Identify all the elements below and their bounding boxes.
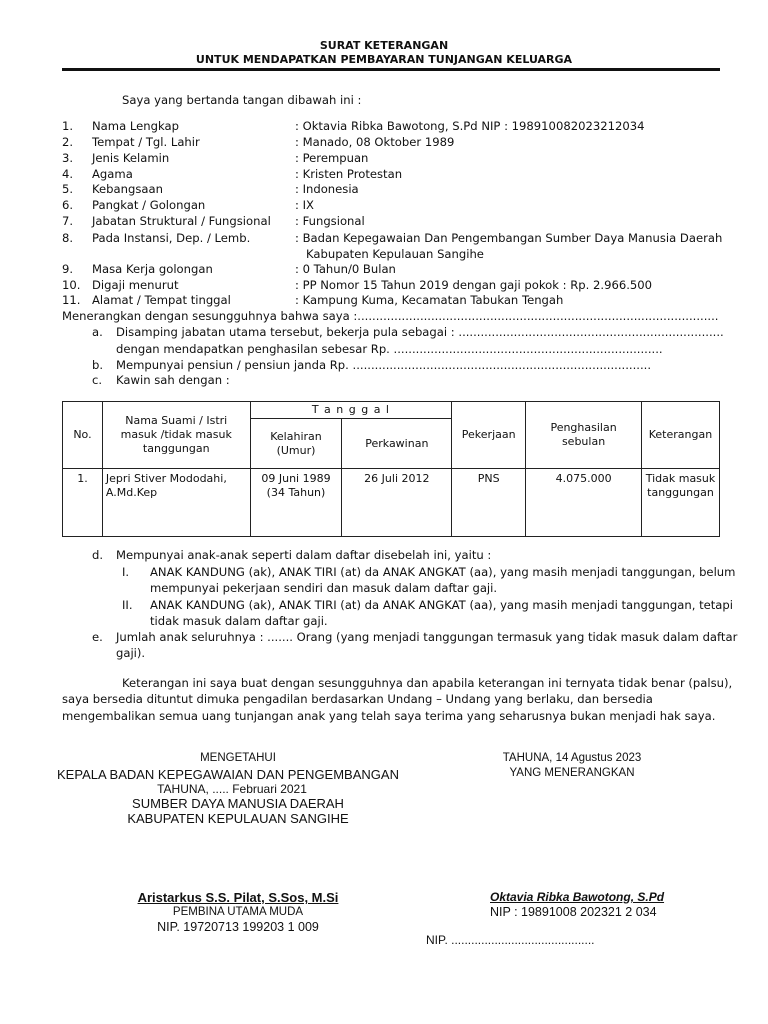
- cell-perkawinan: 26 Juli 2012: [342, 469, 452, 537]
- field-label: Alamat / Tempat tinggal: [92, 293, 231, 307]
- field-label: Nama Lengkap: [92, 119, 179, 133]
- field-no: 6.: [62, 198, 74, 212]
- field-label: Tempat / Tgl. Lahir: [92, 135, 200, 149]
- right-place-date: TAHUNA, 14 Agustus 2023: [502, 752, 642, 764]
- field-no: 8.: [62, 231, 74, 245]
- field-label: Agama: [92, 167, 133, 181]
- table-row: [63, 469, 720, 537]
- field-no: 1.: [62, 119, 74, 133]
- field-value: : Badan Kepegawaian Dan Pengembangan Sumber Daya Manusia Daerah: [295, 231, 723, 245]
- left-signer-rank: PEMBINA UTAMA MUDA: [172, 906, 304, 918]
- field-value: : Perempuan: [295, 151, 369, 165]
- field-value: : Kampung Kuma, Kecamatan Tabukan Tengah: [295, 293, 564, 307]
- field-label: Masa Kerja golongan: [92, 262, 213, 276]
- field-no: 9.: [62, 262, 74, 276]
- cell-nama: Jepri Stiver Mododahi, A.Md.Kep: [102, 469, 250, 537]
- closing-line: Keterangan ini saya buat dengan sesungguhnya dan apabila keterangan ini ternyata tidak benar (palsu),: [122, 676, 733, 690]
- cell-pekerjaan: PNS: [452, 469, 526, 537]
- left-signer-nip: NIP. 19720713 199203 1 009: [157, 920, 319, 934]
- closing-line: saya bersedia dituntut dimuka pengadilan berdasarkan Undang – Undang yang berlaku, dan bersedia: [62, 692, 653, 706]
- spouse-table: [62, 401, 720, 537]
- right-signer-role: YANG MENERANGKAN: [509, 767, 635, 779]
- item-text-d: Mempunyai anak-anak seperti dalam daftar disebelah ini, yaitu :: [116, 548, 492, 562]
- declaration-lead: Menerangkan dengan sesungguhnya bahwa saya :..................................................................................................: [62, 309, 719, 323]
- field-no: 10.: [62, 278, 81, 292]
- item-label-e: e.: [92, 630, 103, 644]
- document-subtitle: UNTUK MENDAPATKAN PEMBAYARAN TUNJANGAN KELUARGA: [195, 53, 573, 66]
- field-value: : Indonesia: [295, 182, 359, 196]
- field-value: : Oktavia Ribka Bawotong, S.Pd NIP : 198910082023212034: [295, 119, 645, 133]
- item-label-i: I.: [122, 565, 130, 579]
- mengetahui-label: MENGETAHUI: [200, 752, 276, 764]
- header-nama: Nama Suami / Istri masuk /tidak masuk tanggungan: [102, 402, 250, 469]
- field-value: : 0 Tahun/0 Bulan: [295, 262, 396, 276]
- field-label: Jabatan Struktural / Fungsional: [92, 214, 271, 228]
- header-kelahiran: Kelahiran (Umur): [250, 419, 342, 469]
- cell-penghasilan: 4.075.000: [526, 469, 642, 537]
- nip-blank-line: NIP. ...........................................: [426, 933, 595, 947]
- item-label-d: d.: [92, 548, 104, 562]
- field-no: 4.: [62, 167, 74, 181]
- signer-org-line2: SUMBER DAYA MANUSIA DAERAH: [132, 796, 344, 811]
- item-text-i: ANAK KANDUNG (ak), ANAK TIRI (at) da ANAK ANGKAT (aa), yang masih menjadi tanggungan, belum: [150, 565, 736, 579]
- right-signer-nip: NIP : 19891008 202321 2 034: [490, 905, 657, 919]
- left-signature-date: TAHUNA, ..... Februari 2021: [157, 782, 307, 796]
- field-label: Jenis Kelamin: [92, 151, 170, 165]
- item-text-i-continued: mempunyai pekerjaan sendiri dan masuk dalam daftar gaji.: [150, 581, 498, 595]
- closing-line: mengembalikan semua uang tunjangan anak yang telah saya terima yang seharusnya bukan menjadi hak saya.: [62, 709, 716, 723]
- header-penghasilan: Penghasilan sebulan: [526, 402, 642, 469]
- field-no: 11.: [62, 293, 81, 307]
- header-no: No.: [63, 402, 103, 469]
- field-value-continued: Kabupaten Kepulauan Sangihe: [306, 247, 484, 261]
- header-rule: [62, 68, 720, 71]
- intro-text: Saya yang bertanda tangan dibawah ini :: [122, 93, 362, 107]
- field-no: 2.: [62, 135, 74, 149]
- item-text-c: Kawin sah dengan :: [116, 373, 230, 387]
- cell-no: 1.: [63, 469, 103, 537]
- field-label: Digaji menurut: [92, 278, 179, 292]
- item-text-a-continued: dengan mendapatkan penghasilan sebesar Rp. .........................................................................: [116, 342, 663, 356]
- item-text-ii: ANAK KANDUNG (ak), ANAK TIRI (at) da ANAK ANGKAT (aa), yang masih menjadi tanggungan, tetapi: [150, 598, 733, 612]
- signer-org-line3: KABUPATEN KEPULAUAN SANGIHE: [127, 811, 349, 826]
- field-value: : Kristen Protestan: [295, 167, 403, 181]
- item-label-ii: II.: [122, 598, 133, 612]
- item-text-b: Mempunyai pensiun / pensiun janda Rp. .................................................................................: [116, 358, 652, 372]
- item-text-ii-continued: tidak masuk dalam daftar gaji.: [150, 614, 328, 628]
- item-label-b: b.: [92, 358, 104, 372]
- header-keterangan: Keterangan: [641, 402, 719, 469]
- header-perkawinan: Perkawinan: [342, 419, 452, 469]
- field-value: : PP Nomor 15 Tahun 2019 dengan gaji pokok : Rp. 2.966.500: [295, 278, 653, 292]
- field-label: Pangkat / Golongan: [92, 198, 206, 212]
- field-value: : Fungsional: [295, 214, 365, 228]
- item-label-a: a.: [92, 325, 103, 339]
- field-label: Pada Instansi, Dep. / Lemb.: [92, 231, 251, 245]
- field-label: Kebangsaan: [92, 182, 163, 196]
- right-signer-name: Oktavia Ribka Bawotong, S.Pd: [490, 890, 665, 904]
- item-text-e-continued: gaji).: [116, 646, 146, 660]
- field-value: : Manado, 08 Oktober 1989: [295, 135, 455, 149]
- header-pekerjaan: Pekerjaan: [452, 402, 526, 469]
- field-no: 5.: [62, 182, 74, 196]
- left-signer-name: Aristarkus S.S. Pilat, S.Sos, M.Si: [137, 890, 339, 905]
- field-no: 7.: [62, 214, 74, 228]
- signer-org-line1: KEPALA BADAN KEPEGAWAIAN DAN PENGEMBANGAN: [57, 767, 399, 782]
- cell-keterangan: Tidak masuk tanggungan: [641, 469, 719, 537]
- field-no: 3.: [62, 151, 74, 165]
- header-tanggal: T a n g g a l: [250, 402, 452, 419]
- document-title: SURAT KETERANGAN: [319, 39, 449, 52]
- item-label-c: c.: [92, 373, 103, 387]
- field-value: : IX: [295, 198, 314, 212]
- cell-kelahiran: 09 Juni 1989 (34 Tahun): [250, 469, 342, 537]
- item-text-a: Disamping jabatan utama tersebut, bekerja pula sebagai : ........................................................................: [116, 325, 724, 339]
- item-text-e: Jumlah anak seluruhnya : ....... Orang (yang menjadi tanggungan termasuk yang tidak masuk dalam daftar: [116, 630, 738, 644]
